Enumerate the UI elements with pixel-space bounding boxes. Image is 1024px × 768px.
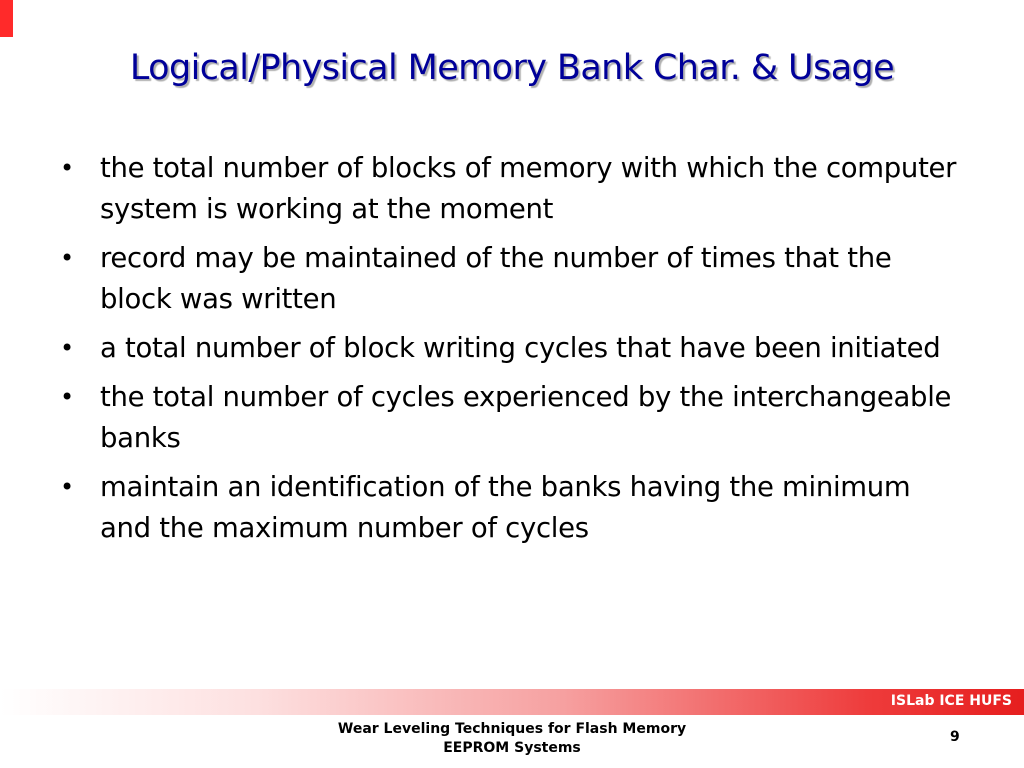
page-number: 9: [950, 729, 960, 745]
footer-caption: [252, 720, 772, 758]
bullet-list: [60, 148, 960, 557]
corner-accent-mark: [0, 0, 13, 37]
footer-gradient-bar: [0, 689, 1024, 715]
bullet-item: • the total number of cycles experienced by the interchangeable banks: [60, 377, 960, 459]
footer-caption-line-2: EEPROM Systems: [443, 740, 581, 756]
slide-title: Logical/Physical Memory Bank Char. & Usage: [129, 48, 895, 88]
bullet-item: • maintain an identification of the banks having the minimum and the maximum number of cycles: [60, 467, 960, 549]
bullet-item: • record may be maintained of the number of times that the block was written: [60, 238, 960, 320]
bullet-item: • a total number of block writing cycles that have been initiated: [60, 328, 960, 369]
footer-lab-name: ISLab ICE HUFS: [890, 693, 1012, 709]
bullet-item: • the total number of blocks of memory with which the computer system is working at the moment: [60, 148, 960, 230]
footer-caption-line-1: Wear Leveling Techniques for Flash Memory: [337, 721, 687, 737]
